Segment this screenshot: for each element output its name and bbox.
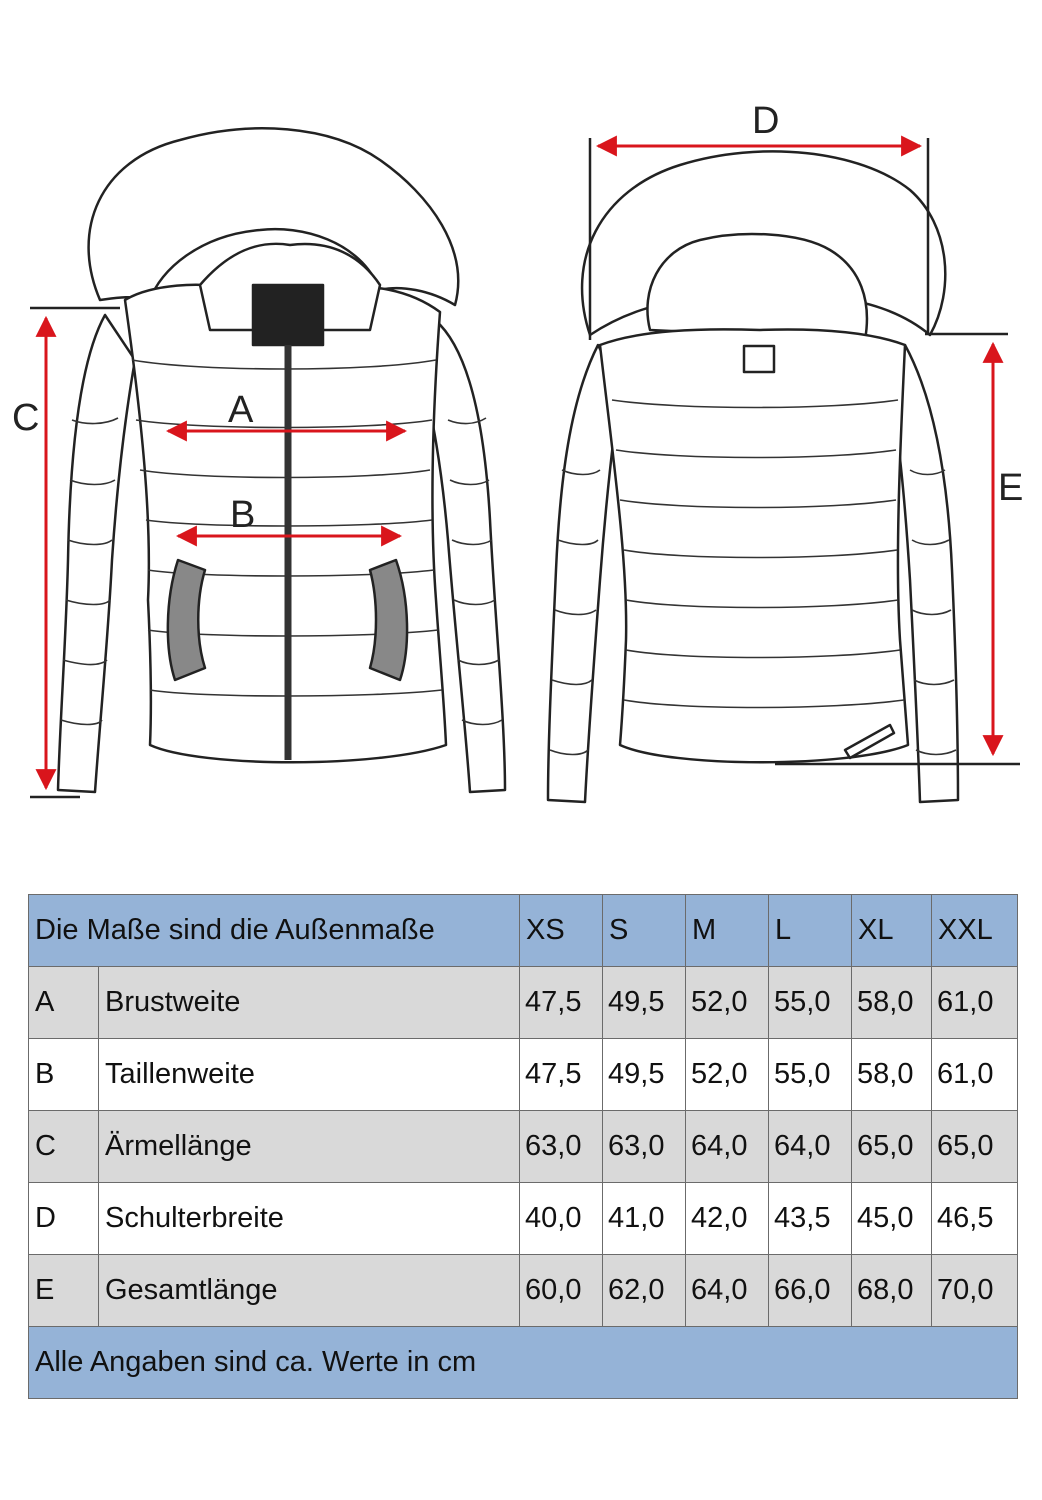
back-brand-tag: [744, 346, 774, 372]
row-value: 62,0: [603, 1255, 686, 1327]
row-value: 58,0: [852, 967, 932, 1039]
footer-note: Alle Angaben sind ca. Werte in cm: [29, 1327, 1018, 1399]
front-brand-label: [253, 285, 323, 345]
row-value: 66,0: [769, 1255, 852, 1327]
table-row: [29, 1255, 1018, 1327]
front-left-sleeve: [58, 315, 135, 792]
front-left-pocket: [168, 560, 205, 680]
jacket-front-drawing: [58, 128, 505, 792]
row-value: 45,0: [852, 1183, 932, 1255]
size-table: [28, 894, 1018, 1399]
row-value: 47,5: [520, 1039, 603, 1111]
row-value: 52,0: [686, 967, 769, 1039]
row-value: 46,5: [932, 1183, 1018, 1255]
row-value: 64,0: [686, 1111, 769, 1183]
row-value: 64,0: [686, 1255, 769, 1327]
row-key: D: [29, 1183, 99, 1255]
front-right-pocket: [370, 560, 407, 680]
row-key: B: [29, 1039, 99, 1111]
size-s: S: [603, 895, 686, 967]
row-value: 70,0: [932, 1255, 1018, 1327]
row-name: Brustweite: [99, 967, 520, 1039]
row-value: 41,0: [603, 1183, 686, 1255]
size-xs: XS: [520, 895, 603, 967]
table-row: [29, 1111, 1018, 1183]
row-key: E: [29, 1255, 99, 1327]
back-body: [600, 329, 908, 762]
dimension-b-label: B: [230, 494, 256, 536]
size-l: L: [769, 895, 852, 967]
row-value: 55,0: [769, 1039, 852, 1111]
row-value: 42,0: [686, 1183, 769, 1255]
row-value: 58,0: [852, 1039, 932, 1111]
row-value: 47,5: [520, 967, 603, 1039]
row-name: Taillenweite: [99, 1039, 520, 1111]
size-xxl: XXL: [932, 895, 1018, 967]
row-value: 49,5: [603, 967, 686, 1039]
dimension-d-label: D: [752, 100, 780, 142]
jacket-back-drawing: [548, 151, 958, 802]
row-value: 63,0: [520, 1111, 603, 1183]
row-value: 49,5: [603, 1039, 686, 1111]
size-m: M: [686, 895, 769, 967]
row-value: 55,0: [769, 967, 852, 1039]
row-value: 60,0: [520, 1255, 603, 1327]
row-value: 64,0: [769, 1111, 852, 1183]
row-key: C: [29, 1111, 99, 1183]
row-value: 61,0: [932, 1039, 1018, 1111]
dimension-a-label: A: [228, 389, 254, 431]
size-table-header: [29, 895, 1018, 967]
header-caption: Die Maße sind die Außenmaße: [29, 895, 520, 967]
dimension-c-label: C: [12, 397, 40, 439]
row-name: Ärmellänge: [99, 1111, 520, 1183]
table-row: [29, 1183, 1018, 1255]
row-name: Gesamtlänge: [99, 1255, 520, 1327]
size-xl: XL: [852, 895, 932, 967]
row-value: 43,5: [769, 1183, 852, 1255]
size-table-footer: [29, 1327, 1018, 1399]
table-row: [29, 1039, 1018, 1111]
row-value: 65,0: [852, 1111, 932, 1183]
table-row: [29, 967, 1018, 1039]
row-name: Schulterbreite: [99, 1183, 520, 1255]
dimension-e-label: E: [998, 467, 1024, 509]
row-value: 61,0: [932, 967, 1018, 1039]
row-value: 52,0: [686, 1039, 769, 1111]
row-key: A: [29, 967, 99, 1039]
row-value: 65,0: [932, 1111, 1018, 1183]
row-value: 40,0: [520, 1183, 603, 1255]
row-value: 63,0: [603, 1111, 686, 1183]
row-value: 68,0: [852, 1255, 932, 1327]
